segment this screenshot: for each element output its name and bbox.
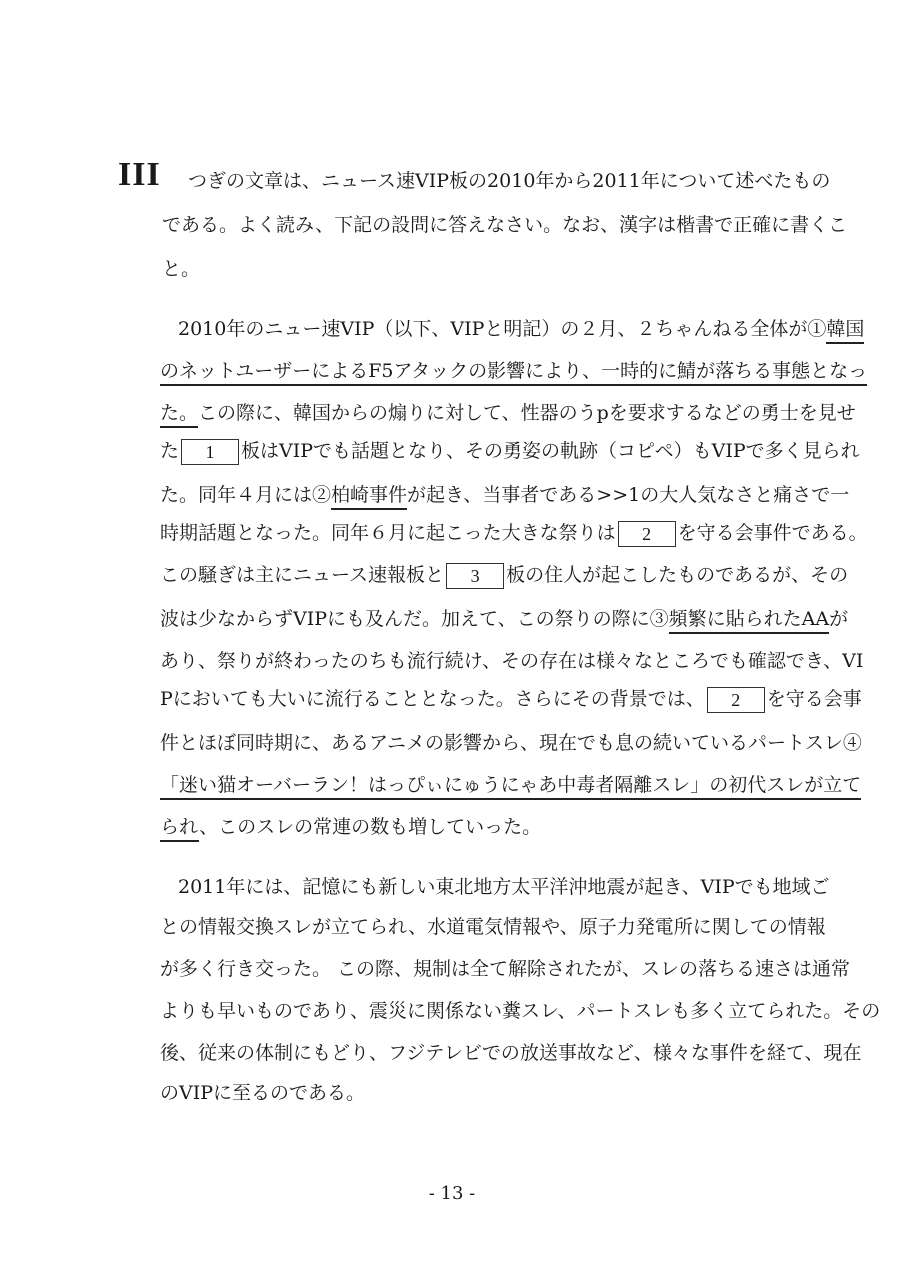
- p1-line-6: [160, 520, 868, 547]
- p1-line-4: [160, 438, 860, 465]
- p1-line-7: [160, 562, 848, 589]
- intro-line-3: と。: [162, 258, 201, 280]
- p1-text: た: [160, 440, 180, 462]
- p1-text: 板の住人が起こしたものであるが、その: [506, 564, 849, 586]
- p1-text: を守る会事: [766, 688, 862, 710]
- blank-box-2-repeat: 2: [707, 687, 765, 713]
- p1-line-12: [160, 772, 861, 798]
- p1-text: この際に、韓国からの煽りに対して、性器のうpを要求するなどの勇士を見せ: [198, 402, 856, 424]
- p1-text: 時期話題となった。同年６月に起こった大きな祭りは: [160, 522, 616, 544]
- underline-1-start: 韓国: [826, 318, 864, 344]
- p1-line-3: [160, 400, 856, 426]
- p1-line-1: [178, 316, 864, 342]
- intro-line-2: である。よく読み、下記の設問に答えなさい。なお、漢字は楷書で正確に書くこ: [162, 214, 848, 236]
- section-number: III: [118, 156, 161, 193]
- p2-line-2: との情報交換スレが立てられ、水道電気情報や、原子力発電所に関しての情報: [160, 916, 826, 938]
- underline-1-middle: のネットユーザーによるF5アタックの影響により、一時的に鯖が落ちる事態となっ: [160, 360, 867, 386]
- p1-line-8: [160, 606, 848, 632]
- blank-box-3: 3: [446, 563, 504, 589]
- intro-line-1: つぎの文章は、ニュース速VIP板の2010年から2011年について述べたもの: [188, 170, 831, 192]
- p2-line-4: よりも早いものであり、震災に関係ない糞スレ、パートスレも多く立てられた。その: [160, 1000, 881, 1022]
- p1-line-11: 件とほぼ同時期に、あるアニメの影響から、現在でも息の続いているパートスレ④: [160, 732, 862, 754]
- p1-line-9: あり、祭りが終わったのちも流行続け、その存在は様々なところでも確認でき、VI: [160, 650, 864, 672]
- p2-line-3: が多く行き交った。 この際、規制は全て解除されたが、スレの落ちる速さは通常: [160, 958, 851, 980]
- p1-text: が起き、当事者である>>1の大人気なさと痛さで一: [407, 484, 850, 506]
- p1-line-13: [160, 814, 541, 840]
- p1-text: 波は少なからずVIPにも及んだ。加えて、この祭りの際に③: [160, 608, 669, 630]
- p1-text: 、このスレの常連の数も増していった。: [199, 816, 542, 838]
- p1-line-5: [160, 482, 849, 508]
- blank-box-1: 1: [181, 439, 239, 465]
- p1-text: 2010年のニュー速VIP（以下、VIPと明記）の２月、２ちゃんねる全体が①: [178, 318, 827, 340]
- underline-3: 頻繁に貼られたAA: [669, 608, 829, 634]
- underline-1-end: た。: [160, 402, 198, 428]
- p1-text: た。同年４月には②: [160, 484, 332, 506]
- p1-text: この騒ぎは主にニュース速報板と: [160, 564, 445, 586]
- p1-text: 板はVIPでも話題となり、その勇姿の軌跡（コピペ）もVIPで多く見られ: [241, 440, 860, 462]
- blank-box-2: 2: [618, 521, 676, 547]
- p1-line-10: [160, 686, 862, 713]
- p1-text: を守る会事件である。: [677, 522, 868, 544]
- underline-2: 柏崎事件: [331, 484, 407, 510]
- underline-4-start: 「迷い猫オーバーラン！はっぴぃにゅうにゃあ中毒者隔離スレ」の初代スレが立て: [160, 774, 861, 800]
- page-number: - 13 -: [428, 1183, 476, 1204]
- p1-text: Pにおいても大いに流行ることとなった。さらにその背景では、: [160, 688, 705, 710]
- p2-line-6: のVIPに至るのである。: [160, 1082, 366, 1104]
- p1-line-2: [160, 358, 867, 384]
- underline-4-end: られ: [160, 816, 199, 842]
- p1-text: が: [829, 608, 849, 630]
- p2-line-5: 後、従来の体制にもどり、フジテレビでの放送事故など、様々な事件を経て、現在: [160, 1042, 862, 1064]
- p2-line-1: 2011年には、記憶にも新しい東北地方太平洋沖地震が起き、VIPでも地域ご: [178, 876, 830, 898]
